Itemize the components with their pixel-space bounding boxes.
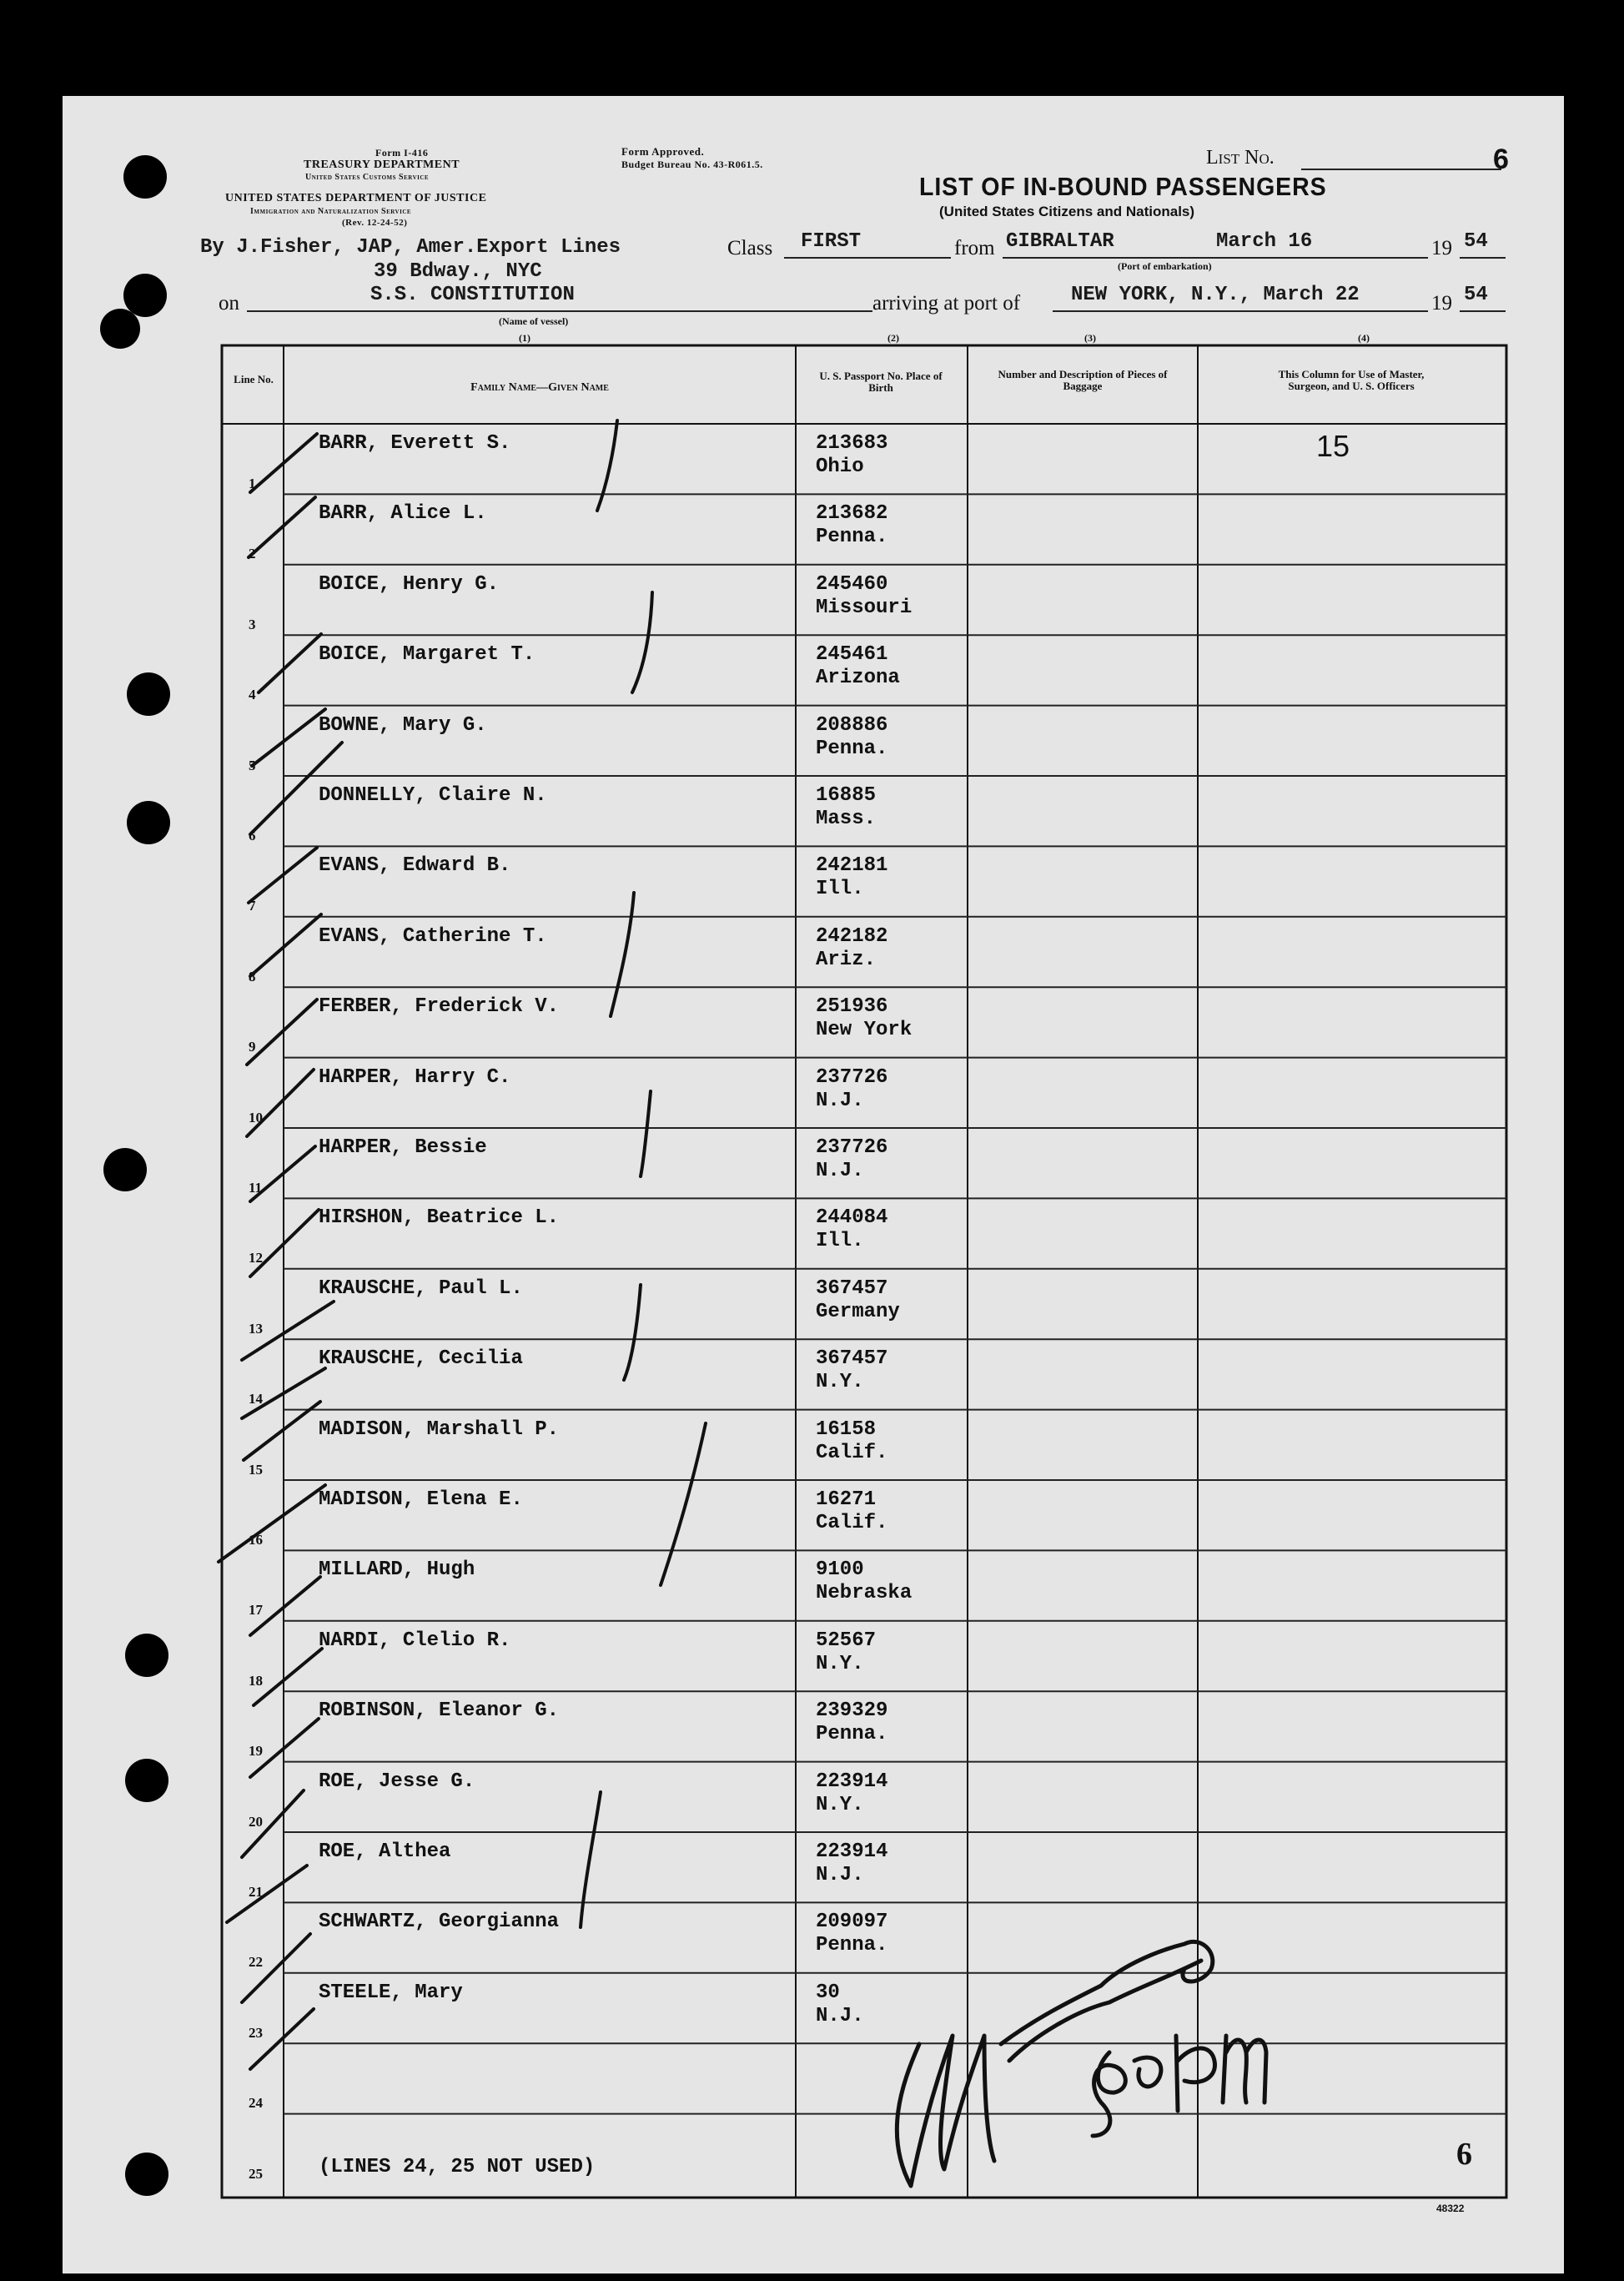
line-number: 14 [249,1391,263,1407]
col-baggage: Number and Description of Pieces of Baggage [998,368,1168,392]
passenger-name: BARR, Everett S. [319,432,511,455]
line-number: 10 [249,1109,263,1125]
col-num-3: (3) [1084,332,1096,344]
line-number: 8 [249,968,256,984]
passenger-name: ROE, Althea [319,1840,451,1863]
line-number: 12 [249,1250,263,1266]
passenger-name: (LINES 24, 25 NOT USED) [319,2155,596,2178]
line-number: 20 [249,1813,263,1830]
passport-number: 251936 [816,995,888,1019]
passport-number: 223914 [816,1840,888,1863]
place-of-birth: Mass. [816,808,877,830]
place-of-birth: Calif. [816,1441,888,1464]
port-embark-caption: (Port of embarkation) [1118,260,1212,272]
list-no-label: List No. [1206,147,1275,169]
line-number: 18 [249,1672,263,1689]
place-of-birth: N.Y. [816,1652,864,1675]
list-number: 6 [1493,144,1509,175]
agent-line: By J.Fisher, JAP, Amer.Export Lines [200,236,621,259]
place-of-birth: Arizona [816,667,900,690]
col-name: Family Name—Given Name [470,381,609,394]
budget-bureau: Budget Bureau No. 43-R061.5. [621,159,763,170]
place-of-birth: Penna. [816,526,888,549]
place-of-birth: Ohio [816,456,864,478]
ins-service: Immigration and Naturalization Service [250,207,412,216]
line-number: 13 [249,1320,263,1337]
footer-number: 48322 [1436,2203,1465,2214]
col-num-4: (4) [1358,332,1370,344]
officer-count: 15 [1316,429,1350,463]
passenger-name: MADISON, Marshall P. [319,1417,560,1441]
passenger-name: HARPER, Harry C. [319,1065,511,1089]
line-number: 16 [249,1532,263,1548]
place-of-birth: N.J. [816,2004,864,2027]
line-number: 3 [249,616,256,632]
passport-number: 16271 [816,1488,877,1511]
line-number: 22 [249,1954,263,1971]
form-subtitle: (United States Citizens and Nationals) [939,204,1195,219]
embark-port: GIBRALTAR [1006,230,1114,253]
passport-number: 213683 [816,432,888,455]
place-of-birth: Nebraska [816,1582,913,1605]
passenger-name: BOICE, Henry G. [319,572,500,596]
arrival-year: 54 [1464,284,1488,306]
passport-number: 30 [816,1981,840,2004]
revision: (Rev. 12-24-52) [342,218,408,228]
col-num-2: (2) [887,332,899,344]
passenger-name: BOWNE, Mary G. [319,713,487,737]
dept-justice: UNITED STATES DEPARTMENT OF JUSTICE [225,192,487,204]
agent-address: 39 Bdway., NYC [374,260,542,283]
passenger-name: BOICE, Margaret T. [319,643,535,667]
passenger-name: STEELE, Mary [319,1981,463,2004]
passport-number: 9100 [816,1558,864,1582]
place-of-birth: Ill. [816,1230,864,1253]
on-label: on [219,292,239,315]
line-number: 21 [249,1884,263,1900]
line-number: 17 [249,1602,263,1619]
col-officers: This Column for Use of Master, Surgeon, and U. S. Officers [1278,368,1425,392]
passport-number: 237726 [816,1136,888,1159]
passenger-name: EVANS, Catherine T. [319,924,547,948]
col-passport: U. S. Passport No. Place of Birth [819,370,943,394]
passenger-name: ROBINSON, Eleanor G. [319,1699,560,1723]
passenger-name: BARR, Alice L. [319,502,487,526]
line-number: 24 [249,2095,263,2112]
place-of-birth: Germany [816,1300,900,1323]
place-of-birth: N.J. [816,1089,864,1112]
place-of-birth: N.J. [816,1160,864,1182]
place-of-birth: New York [816,1019,913,1042]
line-number: 15 [249,1461,263,1478]
line-number: 11 [249,1180,263,1196]
passenger-name: MILLARD, Hugh [319,1558,475,1582]
from-label: from [954,237,995,259]
passport-number: 223914 [816,1770,888,1793]
place-of-birth: N.J. [816,1864,864,1886]
line-number: 9 [249,1039,256,1055]
page-mark: 6 [1456,2137,1472,2172]
customs-service: United States Customs Service [305,173,430,182]
passport-number: 52567 [816,1629,877,1652]
passenger-name: DONNELLY, Claire N. [319,784,547,807]
passenger-name: ROE, Jesse G. [319,1770,475,1793]
place-of-birth: Penna. [816,737,888,760]
col-num-1: (1) [519,332,530,344]
passport-number: 209097 [816,1911,888,1934]
vessel-name: S.S. CONSTITUTION [370,284,575,306]
passport-number: 245461 [816,643,888,667]
passenger-name: MADISON, Elena E. [319,1488,523,1511]
year-prefix: 19 [1431,237,1452,259]
passport-number: 242182 [816,924,888,948]
passport-number: 242181 [816,854,888,878]
vessel-caption: (Name of vessel) [499,315,569,327]
arrival-port-date: NEW YORK, N.Y., March 22 [1071,284,1360,306]
line-number: 1 [249,476,256,491]
passport-number: 244084 [816,1206,888,1230]
passenger-name: SCHWARTZ, Georgianna [319,1911,560,1934]
passenger-name: EVANS, Edward B. [319,854,511,878]
line-number: 6 [249,828,256,843]
col-line-no: Line No. [234,373,274,385]
form-number: Form I-416 [375,147,429,159]
arriving-label: arriving at port of [872,292,1021,315]
place-of-birth: Penna. [816,1723,888,1746]
passenger-name: NARDI, Clelio R. [319,1629,511,1652]
passport-number: 237726 [816,1065,888,1089]
place-of-birth: Missouri [816,596,913,619]
passport-number: 239329 [816,1699,888,1723]
class-label: Class [727,237,773,259]
treasury-dept: TREASURY DEPARTMENT [304,159,460,171]
passport-number: 245460 [816,572,888,596]
passenger-name: HARPER, Bessie [319,1136,487,1159]
line-number: 2 [249,546,256,562]
place-of-birth: Calif. [816,1512,888,1534]
line-number: 4 [249,687,256,703]
passport-number: 16158 [816,1417,877,1441]
passport-number: 367457 [816,1276,888,1300]
place-of-birth: Ill. [816,878,864,901]
passenger-name: KRAUSCHE, Cecilia [319,1347,523,1371]
form-approved: Form Approved. [621,145,705,158]
line-number: 25 [249,2165,263,2182]
place-of-birth: Ariz. [816,948,877,971]
form-title: LIST OF IN-BOUND PASSENGERS [919,172,1327,201]
place-of-birth: N.Y. [816,1793,864,1816]
passport-number: 208886 [816,713,888,737]
passenger-name: KRAUSCHE, Paul L. [319,1276,523,1300]
arrival-year-prefix: 19 [1431,292,1452,315]
class-value: FIRST [801,230,862,253]
passport-number: 16885 [816,784,877,807]
passenger-name: HIRSHON, Beatrice L. [319,1206,560,1230]
line-number: 19 [249,1743,263,1760]
line-number: 5 [249,757,256,773]
place-of-birth: N.Y. [816,1371,864,1394]
line-number: 23 [249,2024,263,2041]
embark-year: 54 [1464,230,1488,253]
signature [938,2116,944,2117]
line-number: 7 [249,898,256,914]
embark-date: March 16 [1216,230,1313,253]
passport-number: 213682 [816,502,888,526]
place-of-birth: Penna. [816,1934,888,1957]
passport-number: 367457 [816,1347,888,1371]
passenger-name: FERBER, Frederick V. [319,995,560,1019]
